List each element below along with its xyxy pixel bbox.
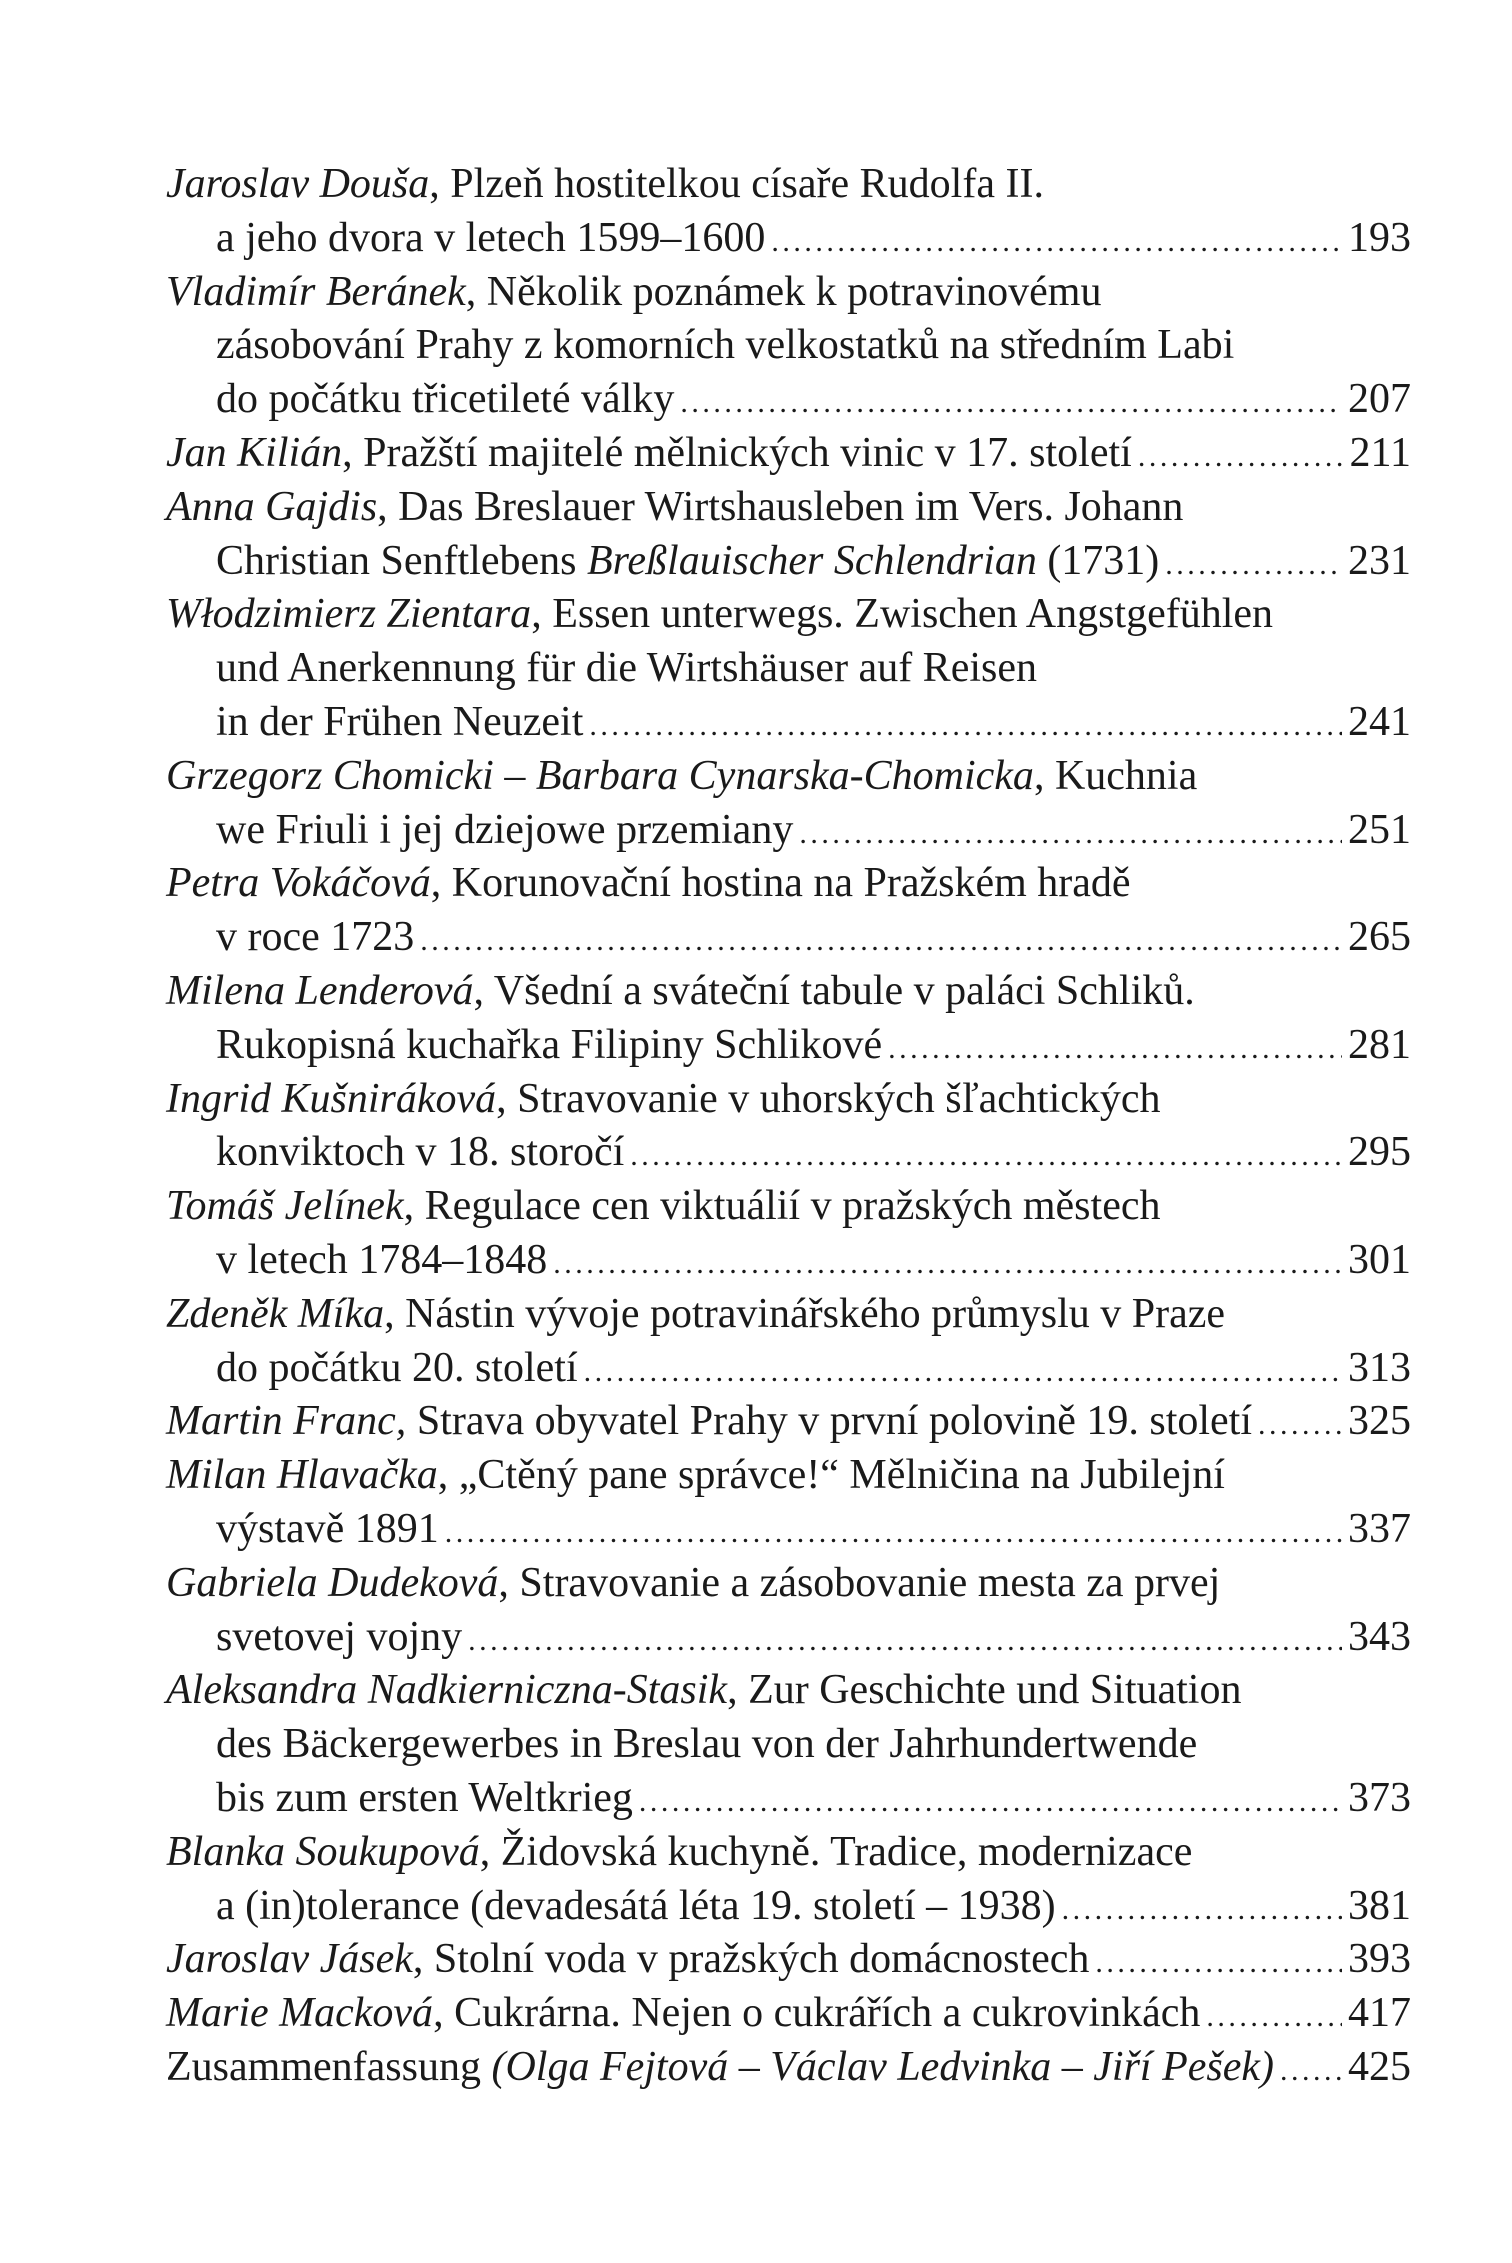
toc-line (166, 1073, 1411, 1127)
entry-title: konviktoch v 18. storočí (216, 1129, 625, 1176)
toc-line (166, 1288, 1411, 1342)
entry-title: bis zum ersten Weltkrieg (216, 1774, 633, 1821)
entry-author: Ingrid Kušniráková (166, 1075, 497, 1122)
entry-author: Vladimír Beránek (166, 268, 466, 315)
page-number: 281 (1348, 1021, 1411, 1068)
entry-author: Jaroslav Jásek (166, 1936, 413, 1983)
toc-line (166, 1503, 1411, 1557)
page-number: 381 (1348, 1882, 1411, 1929)
entry-title: Strava obyvatel Prahy v první polovině 19. století (406, 1398, 1253, 1445)
entry-title: , Pražští majitelé mělnických vinic v 17. století (342, 429, 1132, 476)
entry-title: , Nástin vývoje potravinářského průmyslu v Praze (384, 1290, 1226, 1337)
page-number: 241 (1348, 698, 1411, 745)
toc-entry (166, 1826, 1411, 1934)
toc-entry (166, 965, 1411, 1073)
entry-title: a (in)tolerance (devadesátá léta 19. století – 1938) (216, 1882, 1056, 1929)
toc-line (166, 588, 1411, 642)
page-number: 337 (1348, 1505, 1411, 1552)
dot-leader (771, 215, 1342, 269)
toc-entry (166, 1449, 1411, 1557)
page-number: 211 (1349, 429, 1411, 476)
entry-title: Rukopisná kuchařka Filipiny Schlikové (216, 1021, 883, 1068)
entry-title: , Zur Geschichte und Situation (727, 1667, 1242, 1714)
entry-author: Milan Hlavačka (166, 1452, 438, 1499)
entry-title: , Korunovační hostina na Pražském hradě (430, 860, 1131, 907)
dot-leader (589, 699, 1342, 753)
entry-title: Christian Senftlebens (216, 537, 587, 584)
entry-title: , Stravovanie a zásobovanie mesta za prvej (498, 1559, 1221, 1606)
toc-line (166, 1126, 1411, 1180)
toc-line (166, 1664, 1411, 1718)
entry-author: Grzegorz Chomicki – Barbara Cynarska-Chomicka (166, 752, 1034, 799)
entry-title: , Plzeň hostitelkou císaře Rudolfa II. (429, 161, 1044, 207)
dot-leader (1095, 1936, 1342, 1990)
dot-leader (584, 1345, 1342, 1399)
entry-author: Martin Franc, (166, 1398, 407, 1445)
toc-line (166, 212, 1411, 266)
dot-leader (639, 1775, 1342, 1829)
entry-title: , Cukrárna. Nejen o cukrářích a cukrovinkách (433, 1990, 1201, 2037)
dot-leader (1138, 430, 1344, 484)
toc-line (166, 319, 1411, 373)
toc-entry (166, 750, 1411, 858)
toc-line (166, 1718, 1411, 1772)
dot-leader (1165, 538, 1342, 592)
toc-line (166, 911, 1411, 965)
entry-title: do počátku 20. století (216, 1344, 578, 1391)
toc-line (166, 427, 1411, 481)
toc-line (166, 1395, 1411, 1449)
toc-entry (166, 1395, 1411, 1449)
page-number: 251 (1348, 806, 1411, 853)
toc-entry (166, 1933, 1411, 1987)
dot-leader (888, 1022, 1342, 1076)
entry-author: Zdeněk Míka (166, 1290, 385, 1337)
entry-title: , Regulace cen viktuálií v pražských městech (403, 1183, 1161, 1230)
entry-author: Włodzimierz Zientara (166, 591, 532, 638)
page-number: 265 (1348, 914, 1411, 961)
entry-title: , Das Breslauer Wirtshausleben im Vers. Johann (377, 483, 1184, 530)
page-number: 425 (1348, 2043, 1411, 2090)
toc-entry (166, 1180, 1411, 1288)
entry-title: , Všední a sváteční tabule v paláci Schliků. (473, 967, 1195, 1014)
dot-leader (420, 914, 1342, 968)
toc-line (166, 1449, 1411, 1503)
toc-line (166, 857, 1411, 911)
toc-line (166, 1772, 1411, 1826)
entry-author: Jan Kilián (166, 429, 343, 476)
dot-leader (1206, 1990, 1342, 2044)
dot-leader (445, 1506, 1342, 1560)
toc-line (166, 1987, 1411, 2041)
dot-leader (680, 376, 1342, 430)
page-number: 373 (1348, 1774, 1411, 1821)
dot-leader (799, 807, 1342, 861)
toc-line (166, 1234, 1411, 1288)
toc-entry (166, 588, 1411, 749)
dot-leader (1062, 1883, 1342, 1937)
dot-leader (468, 1614, 1342, 1668)
toc-line (166, 373, 1411, 427)
entry-authors-list: (Olga Fejtová – Václav Ledvinka – Jiří Pešek) (491, 2043, 1275, 2090)
entry-title: výstavě 1891 (216, 1505, 439, 1552)
entry-author: Aleksandra Nadkierniczna-Stasik (166, 1667, 728, 1714)
page-number: 343 (1348, 1613, 1411, 1660)
toc-line (166, 1826, 1411, 1880)
toc-entry (166, 158, 1411, 266)
toc-line (166, 481, 1411, 535)
entry-author: Blanka Soukupová (166, 1828, 480, 1875)
toc-line (166, 750, 1411, 804)
entry-title: , Stolní voda v pražských domácnostech (412, 1936, 1090, 1983)
page-number: 193 (1348, 214, 1411, 261)
toc-line (166, 696, 1411, 750)
page-number: 313 (1348, 1344, 1411, 1391)
entry-title: a jeho dvora v letech 1599–1600 (216, 214, 766, 261)
entry-author: Jaroslav Douša (166, 161, 430, 207)
entry-title: do počátku třicetileté války (216, 376, 675, 423)
page-number: 295 (1348, 1129, 1411, 1176)
toc-line (166, 1019, 1411, 1073)
dot-leader (1258, 1398, 1342, 1452)
page-number: 301 (1348, 1236, 1411, 1283)
toc-line (166, 804, 1411, 858)
toc-line (166, 535, 1411, 589)
entry-title: , Několik poznámek k potravinovému (465, 268, 1102, 315)
entry-title: we Friuli i jej dziejowe przemiany (216, 806, 794, 853)
toc-line (166, 965, 1411, 1019)
entry-title: v letech 1784–1848 (216, 1236, 548, 1283)
toc-entry (166, 1288, 1411, 1396)
dot-leader (1280, 2044, 1342, 2098)
entry-title: , Essen unterwegs. Zwischen Angstgefühlen (531, 591, 1274, 638)
toc-line (166, 1933, 1411, 1987)
toc-line (166, 1611, 1411, 1665)
dot-leader (553, 1237, 1342, 1291)
page-number: 325 (1348, 1398, 1411, 1445)
page-number: 231 (1348, 537, 1411, 584)
entry-title: , Stravovanie v uhorských šľachtických (496, 1075, 1161, 1122)
toc-entry (166, 481, 1411, 589)
entry-title: , „Ctěný pane správce!“ Mělničina na Jubilejní (437, 1452, 1225, 1499)
toc-line (166, 1880, 1411, 1934)
toc-line (166, 2041, 1411, 2095)
toc-entry (166, 1073, 1411, 1181)
toc-line (166, 642, 1411, 696)
entry-title: , Židovská kuchyně. Tradice, modernizace (479, 1828, 1193, 1875)
page-number: 417 (1348, 1990, 1411, 2037)
toc-entry (166, 1664, 1411, 1825)
entry-title: svetovej vojny (216, 1613, 463, 1660)
table-of-contents (166, 158, 1411, 2095)
page-number: 393 (1348, 1936, 1411, 1983)
entry-title: und Anerkennung für die Wirtshäuser auf Reisen (216, 645, 1037, 692)
toc-entry (166, 1987, 1411, 2041)
entry-author: Petra Vokáčová (166, 860, 431, 907)
toc-line (166, 1180, 1411, 1234)
entry-author: Marie Macková (166, 1990, 434, 2037)
toc-entry (166, 427, 1411, 481)
entry-work-title: Breßlauischer Schlendrian (586, 537, 1037, 584)
toc-entry (166, 857, 1411, 965)
entry-title: des Bäckergewerbes in Breslau von der Jahrhundertwende (216, 1721, 1198, 1768)
entry-title: v roce 1723 (216, 914, 415, 961)
entry-author: Tomáš Jelínek (166, 1183, 404, 1230)
dot-leader (630, 1129, 1342, 1183)
toc-line (166, 158, 1411, 212)
entry-author: Gabriela Dudeková (166, 1559, 499, 1606)
toc-line (166, 1342, 1411, 1396)
entry-title: in der Frühen Neuzeit (216, 698, 584, 745)
toc-entry (166, 266, 1411, 427)
toc-entry (166, 2041, 1411, 2095)
entry-author: Anna Gajdis (166, 483, 378, 530)
entry-title: zásobování Prahy z komorních velkostatků na středním Labi (216, 322, 1235, 369)
page-number: 207 (1348, 376, 1411, 423)
entry-title: (1731) (1036, 537, 1160, 584)
entry-title: Zusammenfassung (166, 2043, 492, 2090)
toc-entry (166, 1557, 1411, 1665)
toc-line (166, 1557, 1411, 1611)
entry-author: Milena Lenderová (166, 967, 474, 1014)
toc-line (166, 266, 1411, 320)
entry-title: , Kuchnia (1033, 752, 1198, 799)
